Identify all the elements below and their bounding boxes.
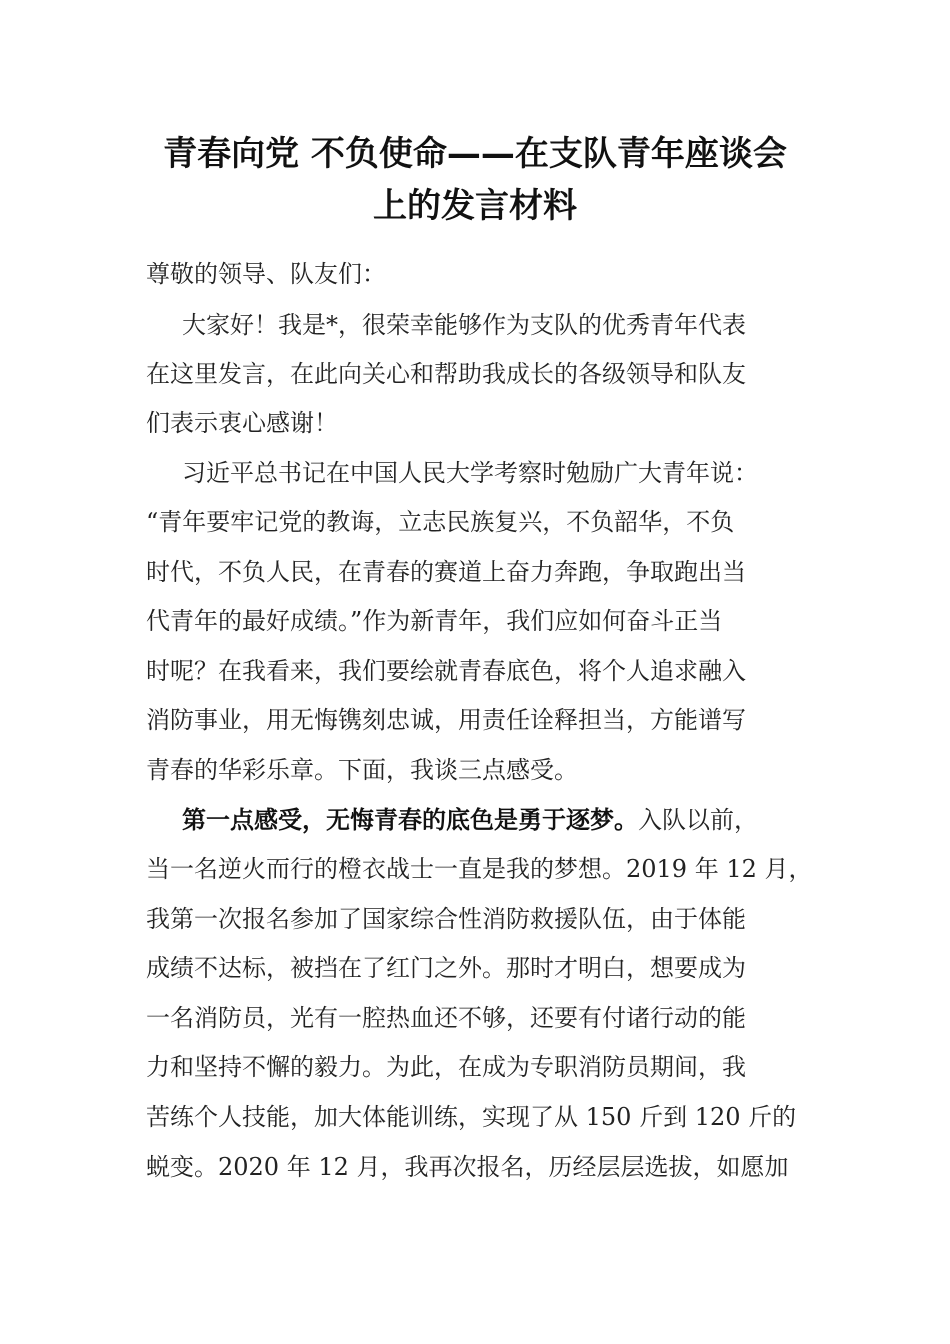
point-1-text: 入队以前， bbox=[638, 806, 758, 834]
paragraph-line: 代青年的最好成绩。”作为新青年，我们应如何奋斗正当 bbox=[146, 607, 723, 635]
paragraph-line: 青春的华彩乐章。下面，我谈三点感受。 bbox=[146, 756, 578, 784]
paragraph-line: 消防事业，用无悔镌刻忠诚，用责任诠释担当，方能谱写 bbox=[146, 706, 746, 734]
point-1-heading: 第一点感受，无悔青春的底色是勇于逐梦。 bbox=[182, 805, 638, 834]
paragraph-line: 们表示衷心感谢！ bbox=[146, 409, 338, 437]
paragraph-line: 当一名逆火而行的橙衣战士一直是我的梦想。2019 年 12 月， bbox=[146, 855, 813, 883]
paragraph-line: 大家好！我是*，很荣幸能够作为支队的优秀青年代表 bbox=[182, 311, 746, 339]
title-line-1: 青春向党 不负使命——在支队青年座谈会 bbox=[163, 134, 787, 174]
paragraph-line: 我第一次报名参加了国家综合性消防救援队伍，由于体能 bbox=[146, 905, 746, 933]
paragraph-line: “青年要牢记党的教诲，立志民族复兴，不负韶华，不负 bbox=[146, 508, 735, 536]
paragraph-line: 力和坚持不懈的毅力。为此，在成为专职消防员期间，我 bbox=[146, 1053, 746, 1081]
salutation: 尊敬的领导、队友们： bbox=[146, 260, 386, 288]
paragraph-line: 蜕变。2020 年 12 月，我再次报名，历经层层选拔，如愿加 bbox=[146, 1153, 789, 1181]
point-1-heading-line bbox=[182, 804, 862, 836]
paragraph-line: 苦练个人技能，加大体能训练，实现了从 150 斤到 120 斤的 bbox=[146, 1103, 797, 1131]
title-line-2: 上的发言材料 bbox=[373, 186, 577, 226]
paragraph-line: 成绩不达标，被挡在了红门之外。那时才明白，想要成为 bbox=[146, 954, 746, 982]
paragraph-line: 在这里发言，在此向关心和帮助我成长的各级领导和队友 bbox=[146, 360, 746, 388]
paragraph-line: 时代，不负人民，在青春的赛道上奋力奔跑，争取跑出当 bbox=[146, 558, 746, 586]
paragraph-line: 习近平总书记在中国人民大学考察时勉励广大青年说： bbox=[182, 459, 758, 487]
paragraph-line: 一名消防员，光有一腔热血还不够，还要有付诸行动的能 bbox=[146, 1004, 746, 1032]
document-title bbox=[100, 128, 850, 232]
paragraph-line: 时呢？在我看来，我们要绘就青春底色，将个人追求融入 bbox=[146, 657, 746, 685]
